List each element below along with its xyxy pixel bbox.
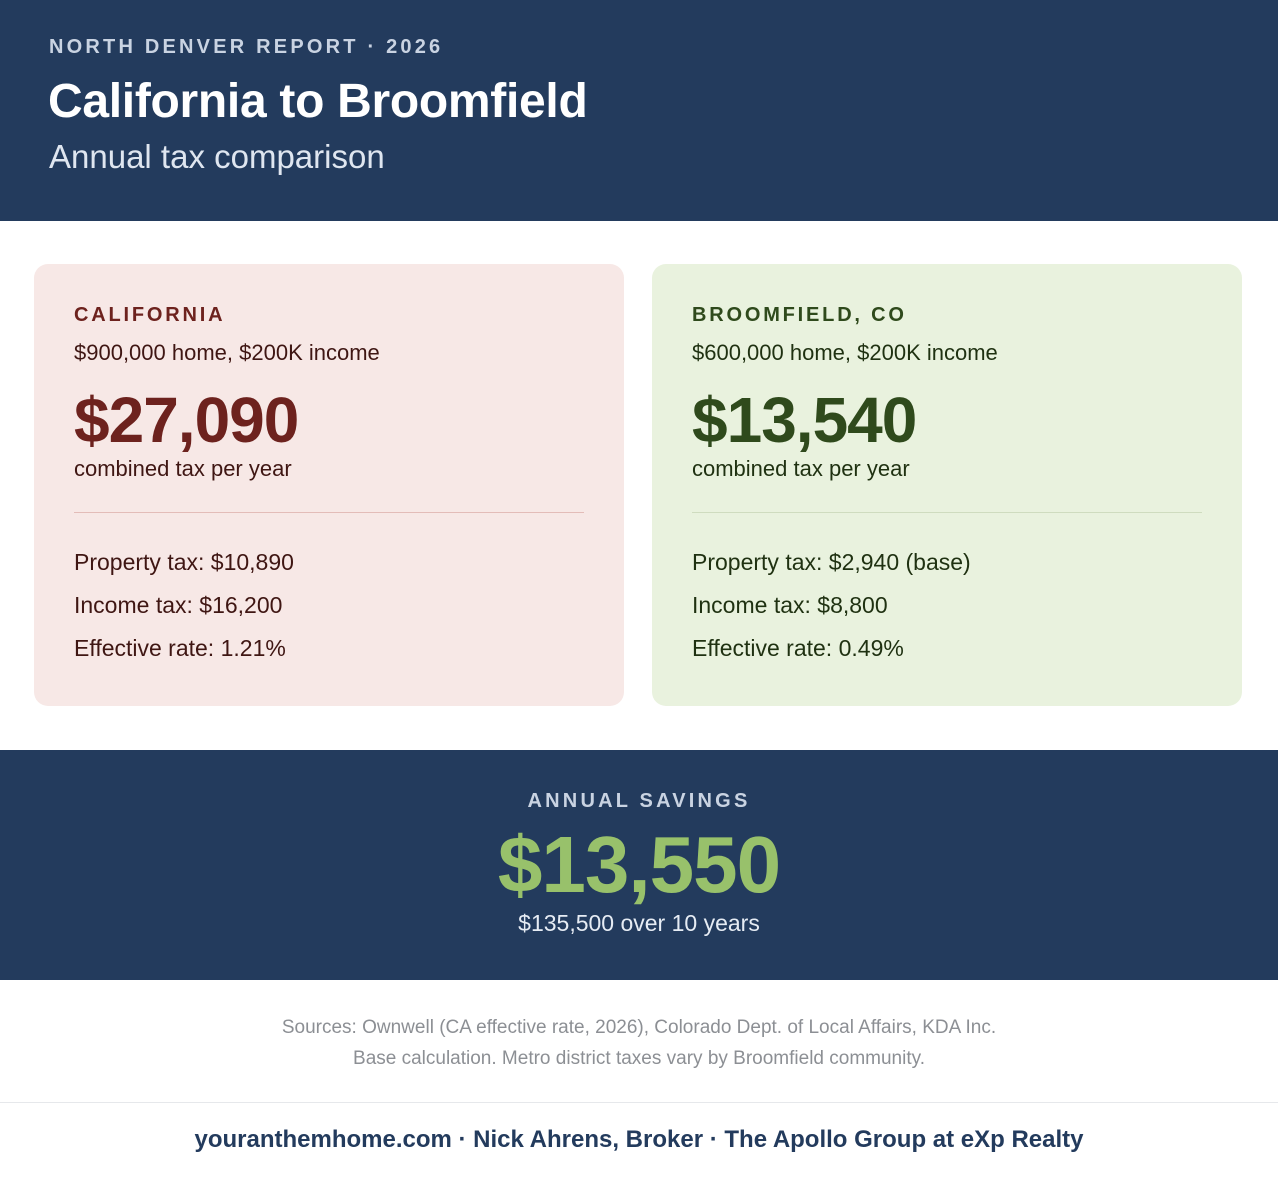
disclaimer-line: Base calculation. Metro district taxes vary by Broomfield community. — [353, 1048, 925, 1069]
savings-banner — [0, 750, 1278, 980]
california-income-tax: Income tax: $16,200 — [74, 592, 283, 618]
california-card-description: $900,000 home, $200K income — [74, 340, 380, 365]
broomfield-property-tax: Property tax: $2,940 (base) — [692, 549, 971, 575]
sources-note — [0, 1012, 1278, 1074]
broomfield-combined-tax-caption: combined tax per year — [692, 456, 910, 481]
broomfield-effective-rate: Effective rate: 0.49% — [692, 635, 904, 661]
broomfield-income-tax: Income tax: $8,800 — [692, 592, 888, 618]
report-header — [0, 0, 1278, 221]
broomfield-card-description: $600,000 home, $200K income — [692, 340, 998, 365]
savings-label: ANNUAL SAVINGS — [527, 790, 751, 812]
broomfield-card-label: BROOMFIELD, CO — [692, 304, 907, 326]
california-effective-rate: Effective rate: 1.21% — [74, 635, 286, 661]
broomfield-combined-tax: $13,540 — [692, 384, 917, 456]
california-card-label: CALIFORNIA — [74, 304, 226, 326]
california-card — [34, 264, 624, 706]
california-combined-tax-caption: combined tax per year — [74, 456, 292, 481]
broomfield-card-divider — [692, 512, 1202, 513]
savings-amount: $13,550 — [497, 820, 781, 909]
report-eyebrow: NORTH DENVER REPORT · 2026 — [49, 36, 444, 58]
california-card-divider — [74, 512, 584, 513]
footer-credit: youranthemhome.com · Nick Ahrens, Broker · The Apollo Group at eXp Realty — [194, 1126, 1084, 1153]
savings-ten-year-caption: $135,500 over 10 years — [518, 910, 760, 936]
broomfield-card — [652, 264, 1242, 706]
california-property-tax: Property tax: $10,890 — [74, 549, 294, 575]
page-title: California to Broomfield — [48, 75, 588, 128]
footer-divider — [0, 1102, 1278, 1103]
page-subtitle: Annual tax comparison — [49, 138, 385, 175]
california-combined-tax: $27,090 — [74, 384, 299, 456]
sources-line: Sources: Ownwell (CA effective rate, 2026), Colorado Dept. of Local Affairs, KDA Inc. — [281, 1017, 997, 1038]
